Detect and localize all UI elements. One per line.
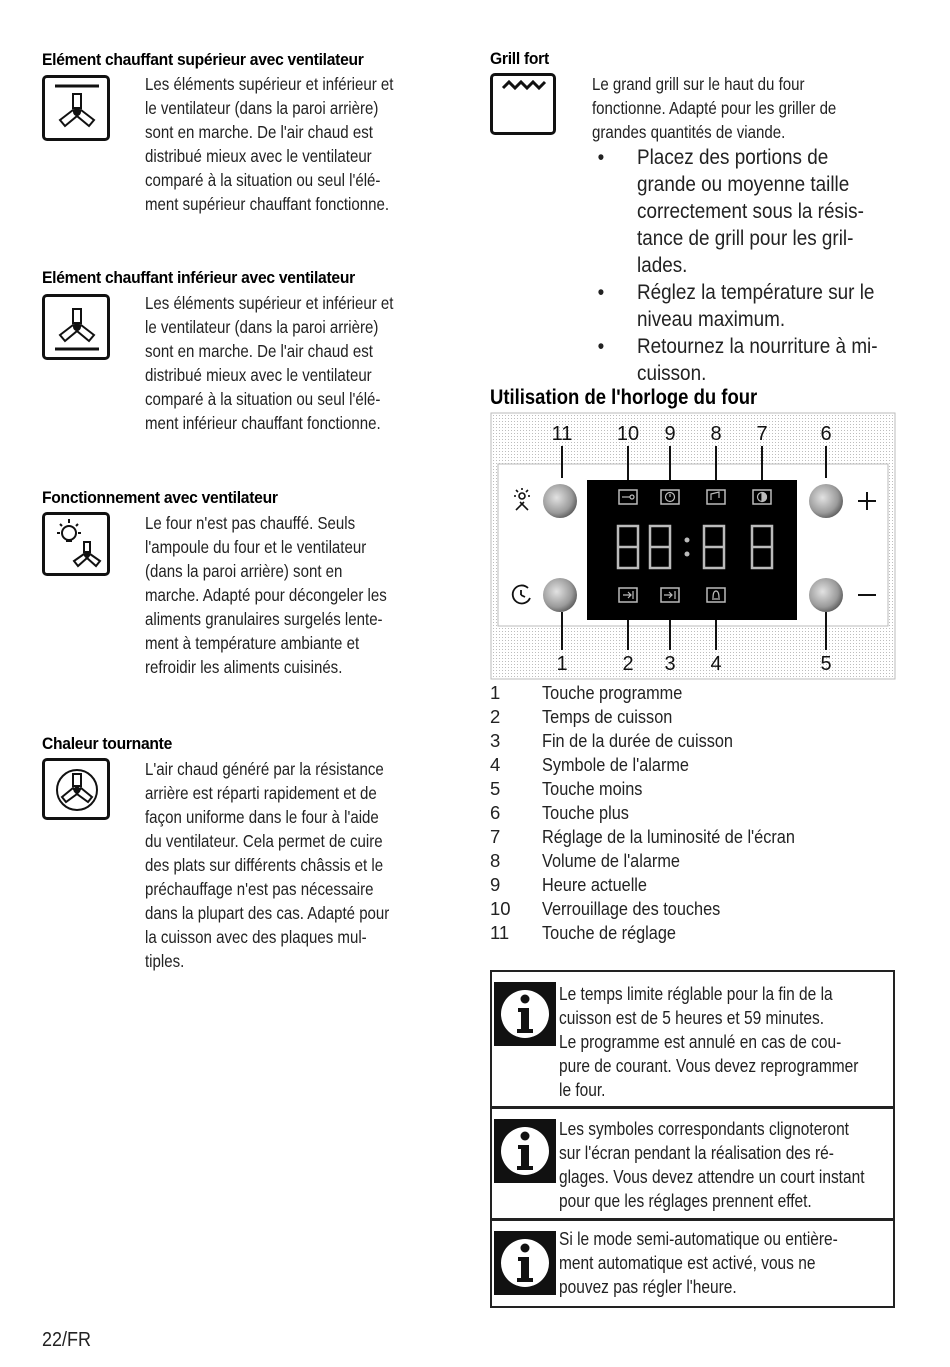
info-note: Le temps limite réglable pour la fin de la cuisson est de 5 heures et 59 minutes. Le programme est annulé en cas de cou- pure de courant. Vous devez reprogrammer le four. [492,972,893,1108]
callout-4: 4 [710,653,722,675]
callout-7: 7 [756,423,768,445]
minus-knob[interactable] [809,578,843,612]
section-title-circulating-heat: Chaleur tournante [42,734,173,753]
top-heat-fan-icon [42,75,110,141]
section-title-top-heat-fan: Elément chauffant supérieur avec ventilateur [42,50,364,69]
info-icon [494,982,556,1046]
callout-6: 6 [820,423,832,445]
bottom-heat-fan-icon [42,294,110,360]
program-knob[interactable] [543,578,577,612]
circulating-heat-icon [42,758,110,820]
section-title-fan-only: Fonctionnement avec ventilateur [42,488,278,507]
info-icon [494,1119,556,1183]
section-title-bottom-heat-fan: Elément chauffant inférieur avec ventilateur [42,268,355,287]
oven-clock-diagram [490,412,896,680]
page-number: 22/FR [42,1329,92,1351]
info-note: Si le mode semi-automatique ou entière- ment automatique est activé, vous ne pouvez pas régler l'heure. [492,1221,893,1307]
info-icon [494,1231,556,1295]
section-body-top-heat-fan: Les éléments supérieur et inférieur et le ventilateur (dans la paroi arrière) sont en marche. De l'air chaud est distribué mieux avec le ventilateur comparé à la situation ou seul l'élé- ment supérieur chauffant fonctionne. [145,74,394,214]
callout-11: 11 [551,423,573,445]
callout-2: 2 [622,653,634,675]
list-item: • Retournez la nourriture à mi- cuisson. [597,335,878,385]
clock-section-title: Utilisation de l'horloge du four [490,386,758,409]
section-title-full-grill: Grill fort [490,49,549,68]
callout-9: 9 [664,423,676,445]
section-body-bottom-heat-fan: Les éléments supérieur et inférieur et le ventilateur (dans la paroi arrière) sont en marche. De l'air chaud est distribué mieux avec le ventilateur comparé à la situation ou seul l'élé- ment inférieur chauffant fonctionne. [145,293,394,433]
info-note: Les symboles correspondants clignoteront sur l'écran pendant la réalisation des ré- glages. Vous devez attendre un court instant pour que les réglages prennent effet. [492,1109,893,1219]
callout-5: 5 [820,653,832,675]
callout-8: 8 [710,423,722,445]
setting-knob[interactable] [543,484,577,518]
section-body-fan-only: Le four n'est pas chauffé. Seuls l'ampoule du four et le ventilateur (dans la paroi arrière) sont en marche. Adapté pour décongeler les aliments granulaires surgelés lente- ment à température ambiante et refroidir les aliments cuisinés. [145,513,387,677]
list-item: • Réglez la température sur le niveau maximum. [597,281,875,331]
lamp-fan-icon [42,512,110,576]
list-item: • Placez des portions de grande ou moyenne taille correctement sous la résis- tance de grill pour les gril- lades. [597,146,864,277]
callout-10: 10 [616,423,640,445]
callout-3: 3 [664,653,676,675]
section-body-full-grill: Le grand grill sur le haut du four fonctionne. Adapté pour les griller de grandes quantités de viande. [592,74,837,142]
callout-1: 1 [556,653,568,675]
info-notes-box [490,970,895,1308]
full-grill-icon [490,73,556,135]
plus-knob[interactable] [809,484,843,518]
section-body-circulating-heat: L'air chaud généré par la résistance arrière est réparti rapidement et de façon uniforme dans le four à l'aide du ventilateur. Cela permet de cuire des plats sur différents châssis et le préchauffage n'est pas nécessaire dans la plupart des cas. Adapté pour la cuisson avec des plaques mul- tiples. [145,759,390,971]
grill-bullet-list [592,144,932,387]
